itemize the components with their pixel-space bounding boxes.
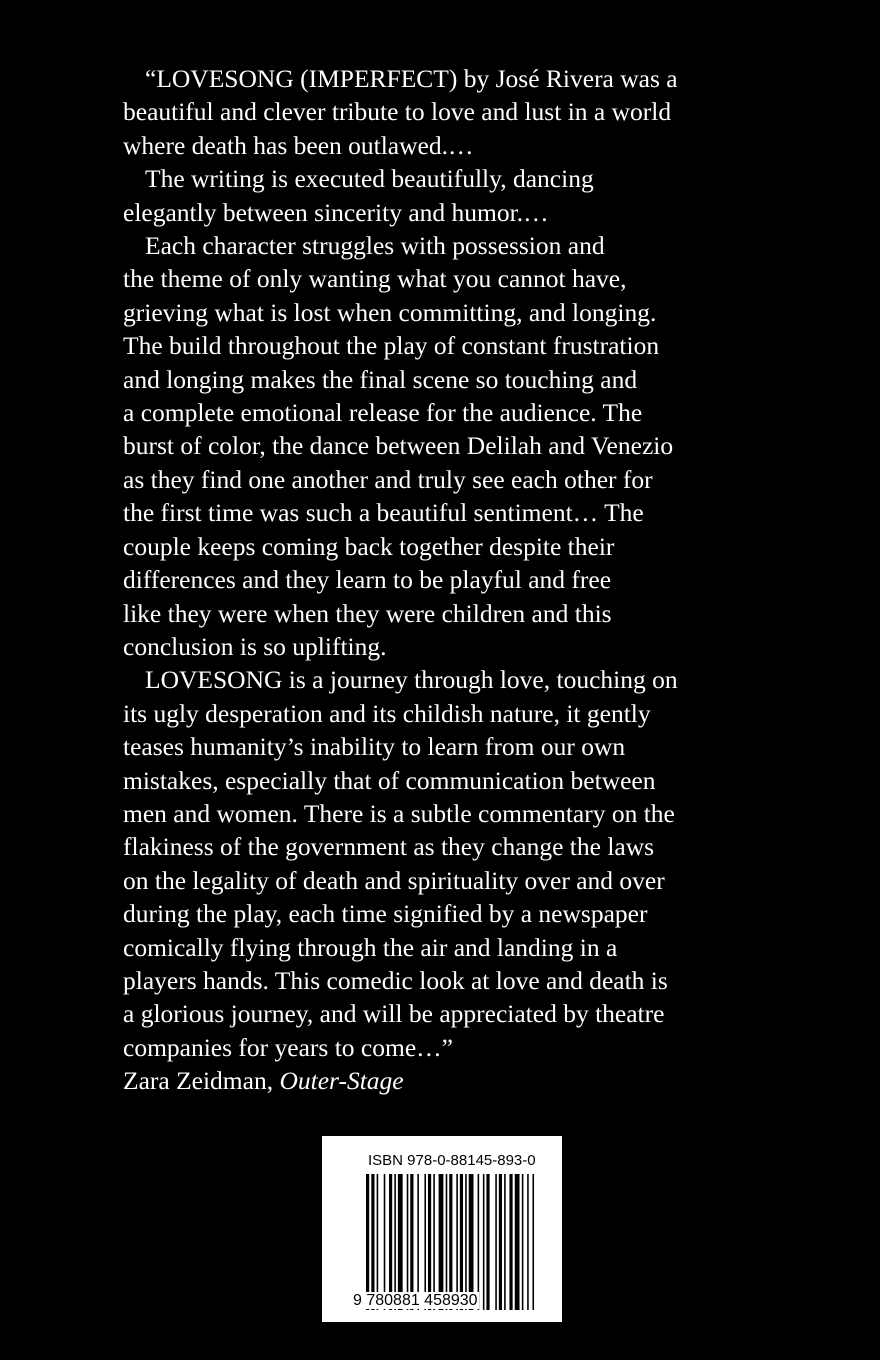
barcode-bar <box>433 1174 435 1310</box>
review-attribution <box>123 1064 773 1097</box>
barcode-bar <box>410 1174 413 1310</box>
blurb-line: the theme of only wanting what you cannot have, <box>123 264 627 294</box>
blurb-line: where death has been outlawed.… <box>123 130 474 160</box>
attribution-publication: Outer-Stage <box>279 1066 404 1096</box>
barcode-bars <box>366 1174 536 1310</box>
barcode-bar <box>377 1174 379 1310</box>
blurb-line: grieving what is lost when committing, and longing. <box>123 297 657 327</box>
blurb-line: burst of color, the dance between Delilah and Venezio <box>123 431 674 461</box>
blurb-line: as they find one another and truly see each other for <box>123 464 653 494</box>
barcode-bar <box>486 1174 489 1310</box>
barcode-bar <box>478 1174 480 1310</box>
barcode-bar <box>449 1174 452 1310</box>
barcode-bar <box>460 1174 463 1310</box>
isbn-label: ISBN 978-0-88145-893-0 <box>368 1152 536 1169</box>
barcode-bar <box>389 1174 392 1310</box>
ean-digits <box>352 1292 552 1310</box>
barcode-bar <box>439 1174 444 1310</box>
blurb-line: LOVESONG is a journey through love, touching on <box>145 665 678 695</box>
barcode-bar <box>417 1174 419 1310</box>
barcode-bar <box>398 1174 403 1310</box>
barcode-bar <box>424 1174 426 1310</box>
blurb-text <box>123 62 773 1064</box>
barcode-bar <box>495 1174 497 1310</box>
blurb-line: conclusion is so uplifting. <box>123 631 387 661</box>
blurb-line: elegantly between sincerity and humor.… <box>123 197 549 227</box>
barcode-bar <box>465 1174 467 1310</box>
attribution-author: Zara Zeidman, <box>123 1066 274 1096</box>
barcode-bar <box>499 1174 502 1310</box>
blurb-line: and longing makes the final scene so touching and <box>123 364 638 394</box>
blurb-line: teases humanity’s inability to learn from our own <box>123 732 626 762</box>
blurb-line: companies for years to come…” <box>123 1032 453 1062</box>
blurb-line: players hands. This comedic look at love and death is <box>123 965 668 995</box>
blurb-line: its ugly desperation and its childish nature, it gently <box>123 698 651 728</box>
barcode-bar <box>366 1174 369 1310</box>
isbn-barcode <box>322 1136 562 1322</box>
blurb-line: beautiful and clever tribute to love and lust in a world <box>123 97 672 127</box>
barcode-bar <box>384 1174 386 1310</box>
blurb-line: men and women. There is a subtle commentary on the <box>123 798 675 828</box>
blurb-line: couple keeps coming back together despite their <box>123 531 615 561</box>
barcode-bar <box>371 1174 374 1310</box>
barcode-bar <box>469 1174 474 1310</box>
barcode-bar <box>509 1174 512 1310</box>
blurb-line: “LOVESONG (IMPERFECT) by José Rivera was a <box>145 64 678 93</box>
barcode-bar <box>504 1174 506 1310</box>
blurb-line: mistakes, especially that of communication between <box>123 765 656 795</box>
blurb-line: on the legality of death and spirituality over and over <box>123 865 665 895</box>
blurb-line: The build throughout the play of constant frustration <box>123 331 660 361</box>
barcode-bar <box>407 1174 409 1310</box>
blurb-line: like they were when they were children and this <box>123 598 612 628</box>
barcode-bar <box>483 1174 485 1310</box>
blurb-line: a glorious journey, and will be appreciated by theatre <box>123 999 665 1029</box>
blurb-line: The writing is executed beautifully, dancing <box>145 164 594 194</box>
barcode-bar <box>456 1174 458 1310</box>
barcode-bar <box>532 1174 534 1310</box>
blurb-line: comically flying through the air and landing in a <box>123 932 618 962</box>
review-blurb <box>123 62 773 1098</box>
barcode-bar <box>522 1174 524 1310</box>
blurb-line: Each character struggles with possession and <box>145 231 605 261</box>
blurb-line: flakiness of the government as they change the laws <box>123 832 655 862</box>
blurb-line: during the play, each time signified by a newspaper <box>123 899 648 929</box>
barcode-bar <box>515 1174 520 1310</box>
barcode-bar <box>394 1174 396 1310</box>
ean-digits-text: 9 780881 458930 <box>353 1292 478 1309</box>
blurb-line: a complete emotional release for the audience. The <box>123 398 643 428</box>
barcode-bar <box>446 1174 448 1310</box>
blurb-line: differences and they learn to be playful and free <box>123 565 612 595</box>
blurb-line: the first time was such a beautiful sentiment… The <box>123 498 644 528</box>
barcode-bar <box>527 1174 529 1310</box>
barcode-bar <box>428 1174 431 1310</box>
